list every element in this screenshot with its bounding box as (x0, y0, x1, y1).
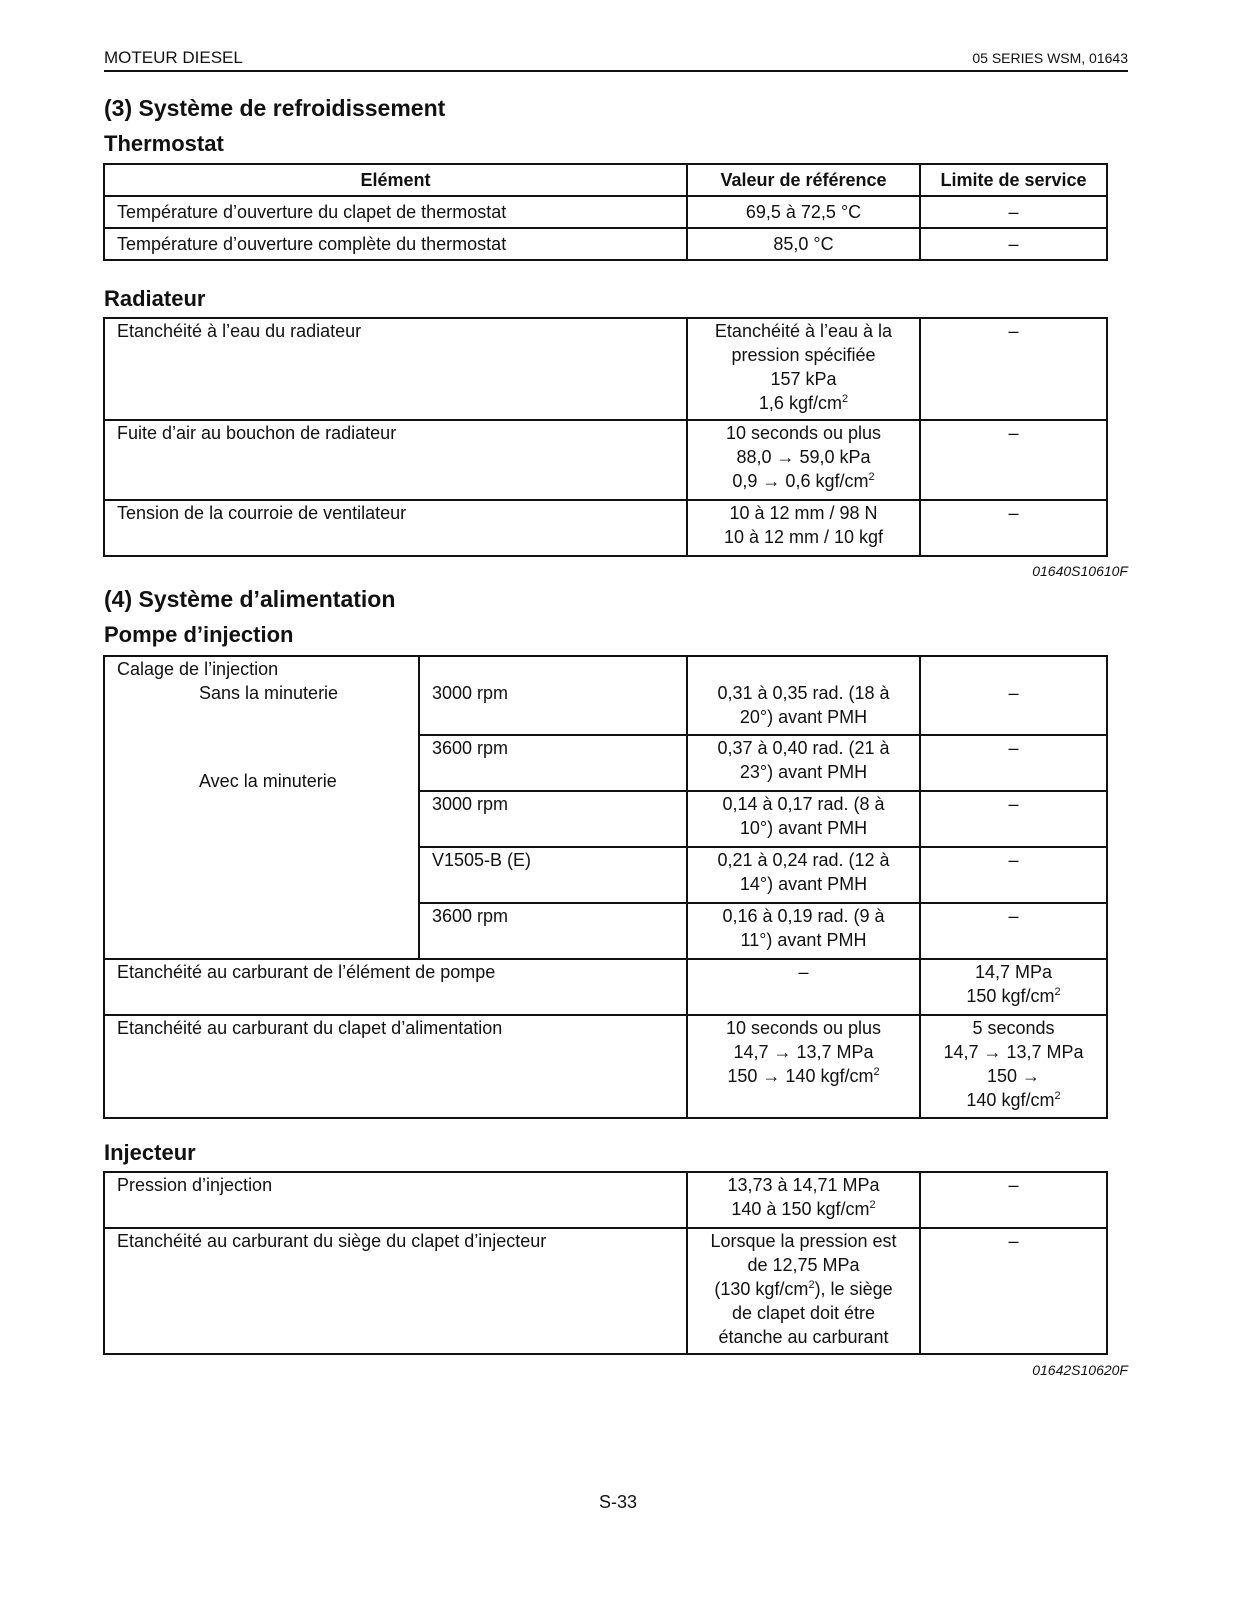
table-row: Tension de la courroie de ventilateur 10 à 12 mm / 98 N 10 à 12 mm / 10 kgf – (104, 500, 1107, 556)
header-doc-id: 05 SERIES WSM, 01643 (972, 50, 1128, 66)
table-row: Etanchéité au carburant du siège du clapet d’injecteur Lorsque la pression est de 12,75 MPa (130 kgf/$cm^2$), le siège de clapet doit étre étanche au carburant – (104, 1228, 1107, 1354)
radiator-table (103, 317, 1108, 557)
header-title: MOTEUR DIESEL (104, 48, 243, 67)
thermostat-title: Thermostat (104, 131, 224, 156)
table-row: 3600 rpm 0,37 à 0,40 rad. (21 à 23°) avant PMH – (104, 735, 1107, 791)
injector-title: Injecteur (104, 1140, 196, 1165)
doc-code: 01640S10610F (1032, 563, 1128, 579)
table-row: Etanchéité au carburant de l’élément de pompe – 14,7 MPa 150 kgf/$cm^2$ (104, 959, 1107, 1015)
table-row: Etanchéité à l’eau du radiateur Etanchéité à l’eau à la pression spécifiée 157 kPa 1,6 kgf/$cm^2$ – (104, 318, 1107, 420)
table-row: Etanchéité au carburant du clapet d’alimentation 10 seconds ou plus 14,7 → 13,7 MPa 150 → 140 kgf/$cm^2$ 5 seconds 14,7 → 13,7 MPa 150 → 140 kgf/$cm^2$ (104, 1015, 1107, 1118)
table-row: 3600 rpm 0,16 à 0,19 rad. (9 à 11°) avant PMH – (104, 903, 1107, 959)
col-header-ref: Valeur de référence (687, 164, 920, 196)
table-row: 3000 rpm 0,14 à 0,17 rad. (8 à 10°) avant PMH – (104, 791, 1107, 847)
radiator-title: Radiateur (104, 286, 206, 311)
section-fuel-title: (4) Système d’alimentation (104, 586, 396, 612)
table-row: V1505-B (E) 0,21 à 0,24 rad. (12 à 14°) avant PMH – (104, 847, 1107, 903)
table-row: Température d’ouverture complète du thermostat 85,0 °C – (104, 228, 1107, 260)
table-row: Calage de l’injection Sans la minuterie Avec la minuterie 3000 rpm 0,31 à 0,35 rad. (18 à 20°) avant PMH – (104, 656, 1107, 735)
col-header-limit: Limite de service (920, 164, 1107, 196)
section-cooling-title: (3) Système de refroidissement (104, 95, 446, 121)
doc-code: 01642S10620F (1032, 1362, 1128, 1378)
table-row: Pression d’injection 13,73 à 14,71 MPa 140 à 150 kgf/$cm^2$ – (104, 1172, 1107, 1228)
injector-table (103, 1171, 1108, 1355)
injection-pump-table (103, 655, 1108, 1119)
col-header-item: Elément (104, 164, 687, 196)
thermostat-table (103, 163, 1108, 261)
page-number: S-33 (598, 1492, 638, 1512)
pump-title: Pompe d’injection (104, 622, 294, 647)
table-row: Température d’ouverture du clapet de thermostat 69,5 à 72,5 °C – (104, 196, 1107, 228)
page-header (104, 46, 1128, 72)
table-row: Fuite d’air au bouchon de radiateur 10 seconds ou plus 88,0 → 59,0 kPa 0,9 → 0,6 kgf/$cm^2$ – (104, 420, 1107, 500)
